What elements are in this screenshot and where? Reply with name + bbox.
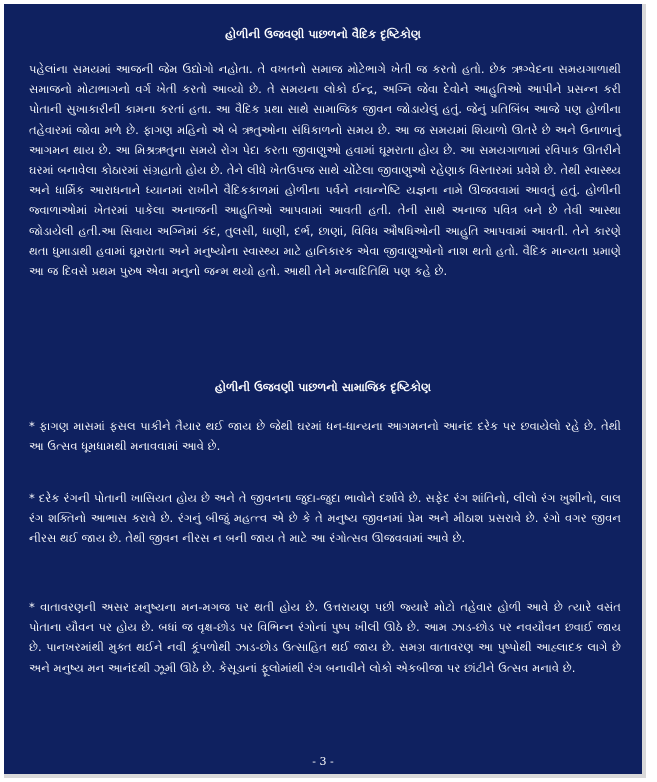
vedic-heading: હોળીની ઉજવણી પાછળનો વૈદિક દૃષ્ટિકોણ xyxy=(225,27,421,41)
harvest-paragraph: * ફાગણ માસમાં ફસલ પાકીને તૈયાર થઈ જાય છે જેથી ઘરમાં ધન-ધાન્યના આગમનનો આનંદ દરેક પર છવાયેલો રહે છે. તેથી આ ઉત્સવ ધૂમધામથી મનાવવામાં આવે છે. xyxy=(29,419,621,454)
vedic-paragraph: પહેલાંના સમયમાં આજની જેમ ઉદ્યોગો નહોતા. તે વખતનો સમાજ મોટેભાગે ખેતી જ કરતો હતો. છેક ઋગ્વેદના સમયગાળાથી સમાજનો મોટાભાગનો વર્ગ ખેતી કરતો આવ્યો છે. તે સમયના લોકો ઈન્દ્ર, અગ્નિ જેવા દેવોને આહુતિઓ આપીને પ્રસન્ન કરી પોતાની સુખાકારીની કામના કરતાં હતા. આ વૈદિક પ્રથા સાથે સામાજિક જીવન જોડાયેલું હતું. જેનું પ્રતિબિંબ આજે પણ હોળીના તહેવારમાં જોવા મળે છે. ફાગણ મહિનો એ બે ઋતુઓના સંધિકાળનો સમય છે. આ જ સમયમાં શિયાળો ઊતરે છે અને ઉનાળાનું આગમન થાય છે. આ મિશ્રઋતુના સમયે રોગ પેદા કરતા જીવાણુઓ હવામાં ઘૂમરાતા હોય છે. આ સમયગાળામાં રવિપાક ઊતરીને ઘરમાં બનાવેલા કોઠારમાં સંગ્રહાતો હોય છે. તેને લીધે ખેતઉપજ સાથે ચોંટેલા જીવાણુઓ રહેણાક વિસ્તારમાં પ્રવેશે છે. તેથી સ્વાસ્થ્ય અને ધાર્મિક આરાધનાને ધ્યાનમાં રાખીને વૈદિકકાળમાં હોળીના પર્વને નવાન્નેષ્ટિ યજ્ઞના નામે ઊજવવામાં આવતું હતું. હોળીની જ્વાળાઓમાં ખેતરમાં પાકેલા અનાજની આહુતિઓ આપવામાં આવતી હતી. તેની સાથે અનાજ પવિત્ર બને છે તેવી આસ્થા જોડાયેલી હતી.આ સિવાય અગ્નિમાં કંદ, તુલસી, ધાણી, દર્ભ, છાણાં, વિવિધ ઔષધિઓની આહુતિ આપવામાં આવતી. તેને કારણે થતા ધુમાડાથી હવામાં ઘૂમરાતા અને મનુષ્યોના સ્વાસ્થ્ય માટે હાનિકારક એવા જીવાણુઓનો નાશ થતો હતો. વૈદિક માન્યતા પ્રમાણે આ જ દિવસે પ્રથમ પુરુષ એવા મનુનો જન્મ થયો હતો. આથી તેને મન્વાદિતિથિ પણ કહે છે. xyxy=(29,62,621,279)
page-number: - 3 - xyxy=(312,755,334,768)
environment-paragraph: * વાતાવરણની અસર મનુષ્યના મન-મગજ પર થતી હોય છે. ઉત્તરાયણ પછી જ્યારે મોટો તહેવાર હોળી આવે છે ત્યારે વસંત પોતાના યૌવન પર હોય છે. બધાં જ વૃક્ષ-છોડ પર વિભિન્ન રંગોનાં પુષ્પ ખીલી ઊઠે છે. આમ ઝાડ-છોડ પર નવયૌવન છવાઈ જાય છે. પાનખરમાંથી મુક્ત થઈને નવી કૂંપળોથી ઝાડ-છોડ ઉત્સાહિત થઈ જાય છે. સમગ્ર વાતાવરણ આ પુષ્પોથી આહ્લાદક લાગે છે અને મનુષ્ય મન આનંદથી ઝૂમી ઊઠે છે. કેસૂડાનાં ફૂલોમાંથી રંગ બનાવીને લોકો એકબીજા પર છાંટીને ઉત્સવ મનાવે છે. xyxy=(29,600,621,675)
social-heading: હોળીની ઉજવણી પાછળનો સામાજિક દૃષ્ટિકોણ xyxy=(214,380,432,394)
colors-paragraph: * દરેક રંગની પોતાની ખાસિયત હોય છે અને તે જીવનના જુદા-જુદા ભાવોને દર્શાવે છે. સફેદ રંગ શાંતિનો, લીલો રંગ ખુશીનો, લાલ રંગ શક્તિનો આભાસ કરાવે છે. રંગનું બીજું મહત્ત્વ એ છે કે તે મનુષ્ય જીવનમાં પ્રેમ અને મીઠાશ પ્રસરાવે છે. રંગો વગર જીવન નીરસ થઈ જાય છે. તેથી જીવન નીરસ ન બની જાય તે માટે આ રંગોત્સવ ઊજવવામાં આવે છે. xyxy=(29,491,621,546)
document-page xyxy=(4,4,646,778)
